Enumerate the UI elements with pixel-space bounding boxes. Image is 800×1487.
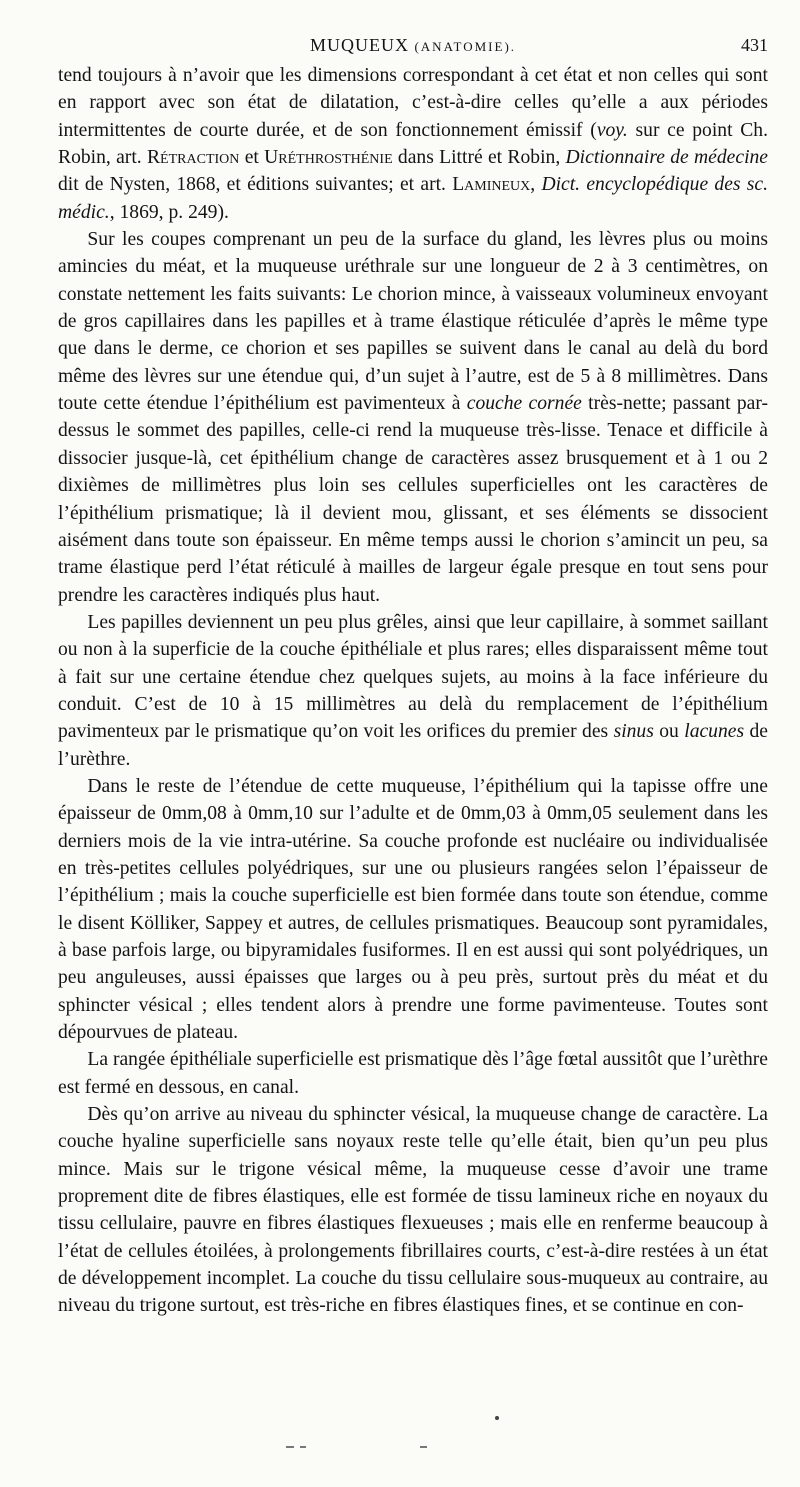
text-run: ou [653, 721, 685, 743]
paragraph [58, 773, 768, 1046]
italic-text: Dictionnaire de médecine [565, 147, 769, 169]
page-footer [0, 1414, 800, 1464]
footer-dash-mark [286, 1446, 294, 1448]
italic-text: sinus [613, 721, 654, 743]
italic-text: lacunes [684, 721, 745, 743]
body-text [58, 62, 768, 1320]
text-run: Sur les coupes comprenant un peu de la surface du gland, les lèvres plus ou moins amincies du méat, et la muqueuse uréthrale sur une longueur de 2 à 3 centimètres, on constate nettement les faits suivants: Le chorion mince, à vaisseaux volumineux envoyant de gros capillaires dans les papilles et à trame élastique réticulée d’après le même type que dans le derme, ce chorion et ses papilles se suivent dans le canal au delà du bord même des lèvres sur une étendue qui, d’un sujet à l’autre, est de 5 à 8 millimètres. Dans toute cette étendue l’épithélium est pavimenteux à [58, 229, 768, 415]
italic-text: couche cornée [466, 393, 582, 415]
italic-text: voy. [596, 119, 628, 141]
paragraph [58, 226, 768, 609]
page-number: 431 [741, 35, 768, 55]
text-run: , 1869, p. 249). [109, 201, 229, 223]
footer-dash-mark [300, 1446, 306, 1448]
text-run: dit de Nysten, 1868, et éditions suivantes; et art. [58, 174, 453, 196]
paragraph [58, 62, 768, 226]
paragraph [58, 609, 768, 773]
text-run: et [239, 147, 265, 169]
running-title-subtitle: (ANATOMIE). [414, 39, 517, 54]
running-title-main: MUQUEUX [309, 35, 409, 55]
text-run: tend toujours à n’avoir que les dimensions correspondant à cet état et non celles qui sont en rapport avec son état de dilatation, c’est-à-dire celles qu’elle a aux périodes intermittentes de courte durée, et de son fonctionnement émissif ( [58, 65, 768, 141]
italic-text: Dict. encyclopédique des sc. médic. [58, 174, 769, 223]
text-run: très-nette; passant par-dessus le sommet des papilles, celle-ci rend la muqueuse très-lisse. Tenace et difficile à dissocier jusque-là, cet épithélium change de caractères assez brusquement et à 1 ou 2 dixièmes de millimètres plus loin ses cellules superficielles ont les caractères de l’épithélium prismatique; là il devient mou, glissant, et ses éléments se dissocient aisément dans toute son épaisseur. En même temps aussi le chorion s’amincit un peu, sa trame élastique perd l’état réticulé à mailles de largeur égale presque en tout sens pour prendre les caractères indiqués plus haut. [58, 393, 768, 606]
small-caps-text: Lamineux [452, 174, 531, 196]
paragraph [58, 1101, 768, 1320]
small-caps-text: Uréthrosthénie [264, 147, 393, 169]
page-header [58, 32, 768, 58]
text-run: La rangée épithéliale superficielle est prismatique dès l’âge fœtal aussitôt que l’urèthre est fermé en dessous, en canal. [58, 1049, 768, 1098]
text-run: dans Littré et Robin, [392, 147, 566, 169]
text-run: sur ce point Ch. Robin, art. [58, 119, 768, 169]
text-run: de l’urèthre. [58, 721, 768, 770]
text-run: , [530, 174, 542, 196]
small-caps-text: Rétraction [146, 147, 240, 169]
paragraph [58, 1046, 768, 1101]
footer-dot-mark [495, 1416, 499, 1420]
text-run: Dès qu’on arrive au niveau du sphincter vésical, la muqueuse change de caractère. La couche hyaline superficielle sans noyaux reste telle qu’elle était, bien qu’un peu plus mince. Mais sur le trigone vésical même, la muqueuse cesse d’avoir une trame proprement dite de fibres élastiques, elle est formée de tissu lamineux riche en noyaux du tissu cellulaire, pauvre en fibres élastiques flexueuses ; mais elle en renferme beaucoup à l’état de cellules étoilées, à prolongements fibrillaires courts, c’est-à-dire restées à un état de développement incomplet. La couche du tissu cellulaire sous-muqueux au contraire, au niveau du trigone surtout, est très-riche en fibres élastiques fines, et se continue en con- [58, 1104, 768, 1317]
text-run: Les papilles deviennent un peu plus grêles, ainsi que leur capillaire, à sommet saillant ou non à la superficie de la couche épithéliale et plus rares; elles disparaissent même tout à fait sur une certaine étendue chez quelques sujets, au moins à la face inférieure du conduit. C’est de 10 à 15 millimètres au delà du remplacement de l’épithélium pavimenteux par le prismatique qu’on voit les orifices du premier des [58, 611, 768, 743]
running-title [58, 32, 768, 60]
text-run: Dans le reste de l’étendue de cette muqueuse, l’épithélium qui la tapisse offre une épaisseur de 0mm,08 à 0mm,10 sur l’adulte et de 0mm,03 à 0mm,05 seulement dans les derniers mois de la vie intra-utérine. Sa couche profonde est nucléaire ou individualisée en très-petites cellules polyédriques, sur une ou plusieurs rangées selon l’épaisseur de l’épithélium ; mais la couche superficielle est bien formée dans toute son étendue, comme le disent Kölliker, Sappey et autres, de cellules prismatiques. Beaucoup sont pyramidales, à base parfois large, ou bipyramidales fusiformes. Il en est aussi qui sont polyédriques, un peu anguleuses, aussi épaisses que larges ou à peu près, surtout près du méat et du sphincter vésical ; elles tendent alors à prendre une forme pavimenteuse. Toutes sont dépourvues de plateau. [58, 775, 768, 1044]
footer-dash-mark [420, 1446, 427, 1448]
